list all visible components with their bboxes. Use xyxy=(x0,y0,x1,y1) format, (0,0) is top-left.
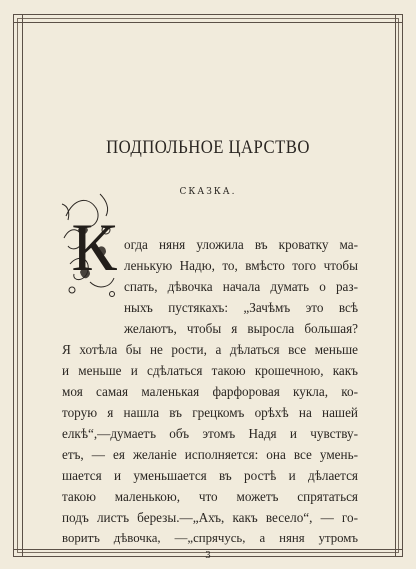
border-rule-right xyxy=(395,14,396,556)
text-line: такою маленькою, что можетъ спрятаться xyxy=(62,489,358,504)
dropcap-letter: К xyxy=(71,209,117,285)
text-line: желаютъ, чтобы я выросла большая? xyxy=(124,321,358,336)
text-line: ленькую Надю, то, вмѣсто того чтобы xyxy=(124,258,358,273)
text-line: подъ листъ березы.—„Ахъ, какъ весело“, — го- xyxy=(62,510,358,525)
page-number-rule-right xyxy=(212,556,232,557)
text-line: шается и уменьшается въ ростѣ и дѣлается xyxy=(62,468,358,483)
border-rule-bottom xyxy=(13,549,403,550)
border-rule-left xyxy=(22,14,23,556)
text-line: огда няня уложила въ кроватку ма- xyxy=(124,237,358,252)
text-line: спать, дѣвочка начала думать о раз- xyxy=(124,279,358,294)
text-line: моя самая маленькая фарфоровая кукла, ко- xyxy=(62,384,358,399)
text-line: елкѣ“,—думаетъ объ этомъ Надя и чувству- xyxy=(62,426,358,441)
text-line: етъ, — ея желаніе исполняется: она все умень- xyxy=(62,447,358,462)
text-line: и меньше и сдѣлаться такою крошечною, какъ xyxy=(62,363,358,378)
text-line: ныхъ пустякахъ: „Зачѣмъ это всѣ xyxy=(124,300,358,315)
page-number: 3 xyxy=(205,551,211,561)
border-rule-top xyxy=(13,22,403,23)
page-title: ПОДПОЛЬНОЕ ЦАРСТВО xyxy=(106,137,310,158)
ornamental-dropcap xyxy=(60,190,124,302)
page-subtitle: СКАЗКА. xyxy=(179,187,237,197)
text-line: торую я нашла въ грецкомъ орѣхѣ на нашей xyxy=(62,405,358,420)
text-line: Я хотѣла бы не рости, а дѣлаться все меньше xyxy=(62,342,358,357)
text-line: воритъ дѣвочка, —„спрячусь, а няня утромъ xyxy=(62,531,358,545)
